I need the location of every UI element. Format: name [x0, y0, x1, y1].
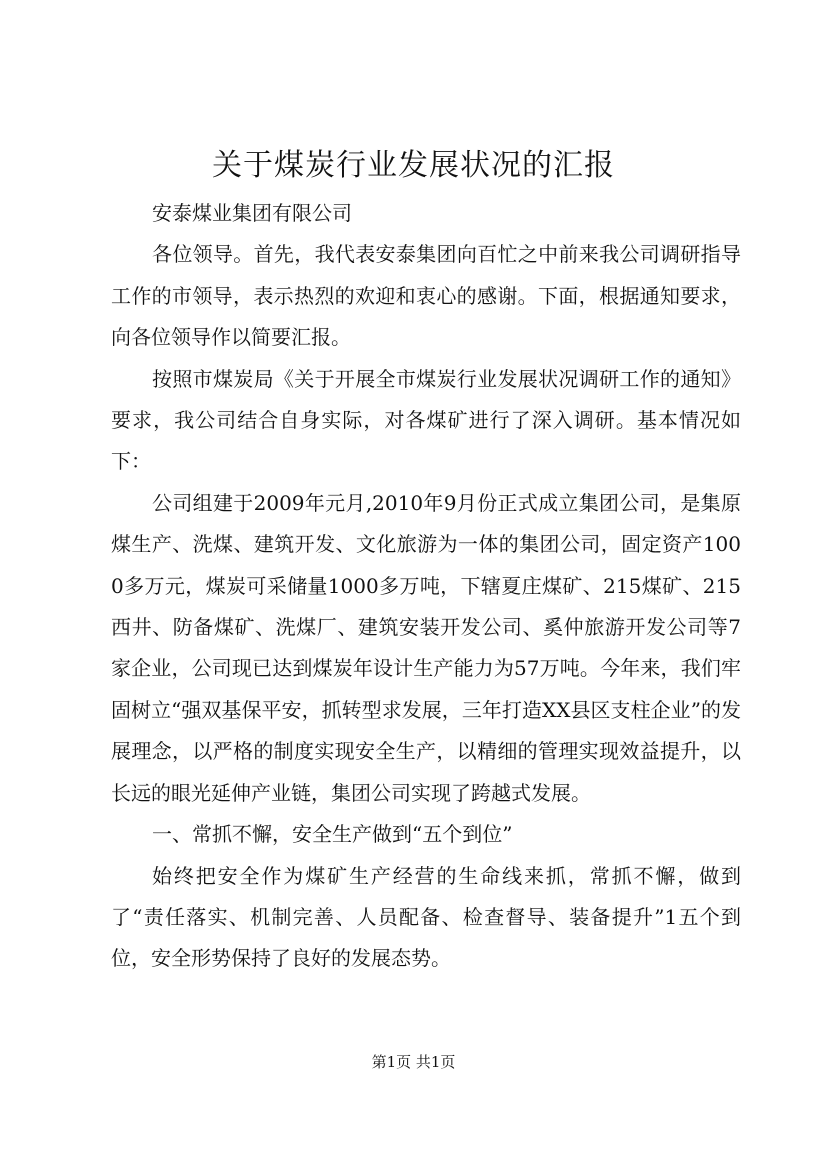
paragraph-notice: 按照市煤炭局《关于开展全市煤炭行业发展状况调研工作的通知》要求，我公司结合自身实际，对各煤矿进行了深入调研。基本情况如下：	[111, 366, 741, 474]
paragraph-greeting: 各位领导。首先，我代表安泰集团向百忙之中前来我公司调研指导工作的市领导，表示热烈的欢迎和衷心的感谢。下面，根据通知要求，向各位领导作以简要汇报。	[111, 242, 741, 350]
paragraph-company-overview: 公司组建于2009年元月,2010年9月份正式成立集团公司，是集原煤生产、洗煤、建筑开发、文化旅游为一体的集团公司，固定资产1000多万元，煤炭可采储量1000多万吨，下辖夏庄煤矿、215煤矿、215西井、防备煤矿、洗煤厂、建筑安装开发公司、奚仲旅游开发公司等7家企业，公司现已达到煤炭年设计生产能力为57万吨。今年来，我们牢固树立“强双基保平安，抓转型求发展，三年打造XX县区支柱企业”的发展理念，以严格的制度实现安全生产，以精细的管理实现效益提升，以长远的眼光延伸产业链，集团公司实现了跨越式发展。	[111, 490, 741, 805]
document-body	[111, 193, 741, 980]
document-title: 关于煤炭行业发展状况的汇报	[212, 148, 615, 183]
section-heading-safety: 一、常抓不懈，安全生产做到“五个到位”	[152, 822, 513, 847]
paragraph-safety: 始终把安全作为煤矿生产经营的生命线来抓，常抓不懈，做到了“责任落实、机制完善、人员配备、检查督导、装备提升”1五个到位，安全形势保持了良好的发展态势。	[111, 863, 741, 971]
company-name: 安泰煤业集团有限公司	[152, 201, 352, 225]
page-footer: 第1页 共1页	[371, 1053, 456, 1071]
